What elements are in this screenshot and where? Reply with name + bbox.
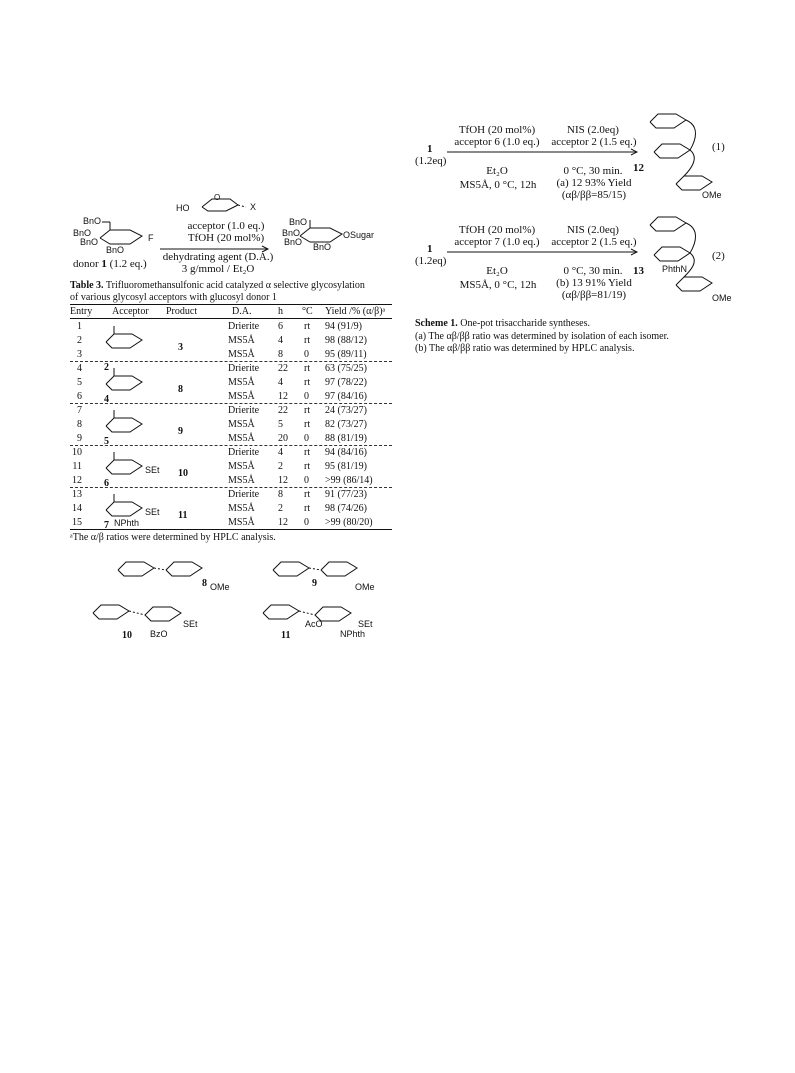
acceptor-number-2: 2 [104,362,109,373]
scheme-r2-ome: OMe [712,293,732,303]
table-cell-yield: 63 (75/25) [325,363,367,374]
scheme-r1-a3: Et₂O [486,165,508,177]
table-cell-c: rt [304,503,311,514]
table-header [70,306,392,317]
table-cell-da: Drierite [228,363,260,374]
scheme-r1-eqn: (1) [712,141,725,153]
table-cell-entry: 11 [72,461,82,472]
acceptor-2-drawing [100,320,150,360]
product-bno-4: BnO [313,242,332,252]
table-cell-c: rt [304,405,311,416]
table-cell-entry: 3 [77,349,82,360]
donor-bno-3: BnO [80,237,99,247]
scheme-r2-a1: TfOH (20 mol%) [458,224,536,236]
table-cell-entry: 4 [77,363,82,374]
table-cell-yield: 97 (84/16) [325,391,367,402]
table-cell-h: 8 [278,489,283,500]
acceptor-number-4: 4 [104,394,109,405]
table-cell-h: 4 [278,377,283,388]
table-header-rule [70,318,392,319]
table-cell-da: MS5Å [228,419,255,430]
table-cell-c: 0 [304,475,309,486]
header-yield: Yield /% (α/β)ᵃ [325,306,386,317]
scheme-r2-a3: Et₂O [486,265,508,277]
table-caption: Table 3. Trifluoromethansulfonic acid catalyzed α selective glycosylation [70,280,365,291]
table-cell-h: 12 [278,517,288,528]
scheme-r2-b5: (αβ/ββ=81/19) [561,289,627,301]
table-cell-da: MS5Å [228,349,255,360]
table-cell-entry: 8 [77,419,82,430]
ring-o: O [214,193,221,202]
structure-10-bzo: BzO [150,629,168,639]
table-cell-yield: 95 (89/11) [325,349,367,360]
table-cell-c: 0 [304,391,309,402]
scheme-r2-b1: NIS (2.0eq) [567,224,619,236]
table-cell-entry: 15 [72,517,82,528]
table-cell-da: Drierite [228,321,260,332]
table-cell-h: 20 [278,433,288,444]
acceptor-ho: HO [176,203,190,213]
structure-11-aco: AcO [305,619,323,629]
table-cell-c: rt [304,461,311,472]
scheme-r1-trisaccharide [640,100,740,205]
table-cell-entry: 6 [77,391,82,402]
acceptor-7-set: SEt [145,507,160,517]
table-cell-h: 12 [278,391,288,402]
structure-label-11: 11 [281,630,291,641]
table-cell-c: 0 [304,433,309,444]
scheme-r1-product: 12 [633,162,644,174]
donor-f: F [148,233,154,243]
table-bottom-rule [70,529,392,530]
table-cell-h: 2 [278,503,283,514]
table-cell-h: 5 [278,419,283,430]
scheme-note-a: (a) The αβ/ββ ratio was determined by isolation of each isomer. [415,331,669,342]
scheme-r1-b1: NIS (2.0eq) [567,124,619,136]
donor-bno-4: BnO [106,245,125,255]
table-cell-h: 12 [278,475,288,486]
scheme-r2-b3: 0 °C, 30 min. [563,265,623,277]
table-cell-c: rt [304,447,311,458]
arrow-bottom-2: 3 g/mmol / Et₂O [181,263,255,275]
table-cell-entry: 5 [77,377,82,388]
table-footnote: ᵃThe α/β ratios were determined by HPLC analysis. [70,532,276,543]
arrow-top-2: TfOH (20 mol%) [187,232,265,244]
table-cell-h: 4 [278,335,283,346]
table-cell-h: 22 [278,405,288,416]
table-cell-yield: >99 (86/14) [325,475,373,486]
scheme-r2-product: 13 [633,265,644,277]
table-cell-h: 4 [278,447,283,458]
scheme-r2-a2: acceptor 7 (1.0 eq.) [454,236,540,248]
table-cell-da: MS5Å [228,391,255,402]
scheme-r1-eq: (1.2eq) [415,155,447,167]
product-bno-3: BnO [284,237,303,247]
table-cell-c: rt [304,363,311,374]
table-cell-da: MS5Å [228,433,255,444]
scheme-r2-a4: MS5Å, 0 °C, 12h [459,279,537,291]
table-cell-yield: 97 (78/22) [325,377,367,388]
header-entry: Entry [70,306,93,317]
table-cell-yield: 98 (74/26) [325,503,367,514]
acceptor-number-5: 5 [104,436,109,447]
acceptor-x: X [250,202,257,212]
product-number-8: 8 [178,384,183,395]
table-cell-h: 2 [278,461,283,472]
structure-11-nphth: NPhth [340,629,366,639]
scheme-r2-donor: 1 [427,243,433,255]
table-cell-da: MS5Å [228,475,255,486]
scheme-r2-arrow [447,249,647,255]
table-cell-h: 22 [278,363,288,374]
table-cell-yield: >99 (80/20) [325,517,373,528]
table-cell-da: Drierite [228,405,260,416]
table-cell-yield: 91 (77/23) [325,489,367,500]
product-osugar: OSugar [343,230,375,240]
table-cell-da: Drierite [228,489,260,500]
table-cell-da: MS5Å [228,503,255,514]
arrow-bottom-1: dehydrating agent (D.A.) [162,251,274,263]
table-cell-c: rt [304,377,311,388]
scheme-r1-a2: acceptor 6 (1.0 eq.) [454,136,540,148]
table-cell-yield: 94 (91/9) [325,321,362,332]
table-cell-c: 0 [304,349,309,360]
acceptor-number-7: 7 [104,520,109,531]
acceptor-7-nphth: NPhth [114,518,140,528]
structure-10-set: SEt [183,619,198,629]
product-number-3: 3 [178,342,183,353]
product-bno-1: BnO [289,217,308,227]
table-cell-da: MS5Å [228,517,255,528]
table-cell-entry: 13 [72,489,82,500]
table-cell-entry: 12 [72,475,82,486]
structure-8-ome: OMe [210,582,230,592]
scheme-r2-b4: (b) 13 91% Yield [556,277,632,289]
header-da: D.A. [232,306,252,317]
scheme-caption: Scheme 1. One-pot trisaccharide syntheses. [415,318,590,329]
table-cell-c: rt [304,489,311,500]
structure-label-9: 9 [312,578,317,589]
table-cell-c: 0 [304,517,309,528]
table-cell-c: rt [304,321,311,332]
table-cell-entry: 7 [77,405,82,416]
product-number-9: 9 [178,426,183,437]
scheme-r1-a1: TfOH (20 mol%) [458,124,536,136]
header-product: Product [166,306,198,317]
table-cell-yield: 88 (81/19) [325,433,367,444]
table-cell-da: MS5Å [228,461,255,472]
scheme-r1-arrow [447,149,647,155]
donor-bno-2: BnO [73,228,92,238]
product-bno-2: BnO [282,228,301,238]
table-cell-entry: 14 [72,503,82,514]
table-cell-yield: 98 (88/12) [325,335,367,346]
table-top-rule [70,304,392,305]
donor-bno-1: BnO [83,216,102,226]
scheme-r1-a4: MS5Å, 0 °C, 12h [459,179,537,191]
structure-9-ome: OMe [355,582,375,592]
acceptor-number-6: 6 [104,478,109,489]
scheme-r1-b2: acceptor 2 (1.5 eq.) [551,136,637,148]
structure-11-drawing [255,595,385,635]
scheme-note-b: (b) The αβ/ββ ratio was determined by HPLC analysis. [415,343,635,354]
scheme-r1-b4: (a) 12 93% Yield [556,177,632,189]
table-cell-entry: 2 [77,335,82,346]
table-cell-entry: 1 [77,321,82,332]
arrow-top-1: acceptor (1.0 eq.) [187,220,265,232]
product-number-11: 11 [178,510,188,521]
scheme-r2-eq: (1.2eq) [415,255,447,267]
table-cell-yield: 95 (81/19) [325,461,367,472]
structure-label-8: 8 [202,578,207,589]
header-temp: °C [302,306,313,317]
donor-label: donor 1 (1.2 eq.) [73,258,147,270]
table-cell-entry: 10 [72,447,82,458]
scheme-r1-b3: 0 °C, 30 min. [563,165,623,177]
table-cell-da: MS5Å [228,377,255,388]
table-cell-yield: 94 (84/16) [325,447,367,458]
table-cell-da: MS5Å [228,335,255,346]
scheme-r1-b5: (αβ/ββ=85/15) [561,189,627,201]
table-cell-h: 8 [278,349,283,360]
header-acceptor: Acceptor [112,306,149,317]
structure-11-set: SEt [358,619,373,629]
scheme-r2-eqn: (2) [712,250,725,262]
structure-label-10: 10 [122,630,132,641]
table-cell-h: 6 [278,321,283,332]
table-cell-yield: 24 (73/27) [325,405,367,416]
scheme-r2-b2: acceptor 2 (1.5 eq.) [551,236,637,248]
table-caption-2: of various glycosyl acceptors with glucosyl donor 1 [70,292,277,303]
acceptor-6-set: SEt [145,465,160,475]
product-number-10: 10 [178,468,188,479]
scheme-r1-donor: 1 [427,143,433,155]
table-cell-yield: 82 (73/27) [325,419,367,430]
table-cell-c: rt [304,335,311,346]
table-cell-c: rt [304,419,311,430]
table-cell-da: Drierite [228,447,260,458]
header-h: h [278,306,283,317]
scheme-r1-ome: OMe [702,190,722,200]
scheme-r2-phthn: PhthN [662,264,688,274]
table-cell-entry: 9 [77,433,82,444]
